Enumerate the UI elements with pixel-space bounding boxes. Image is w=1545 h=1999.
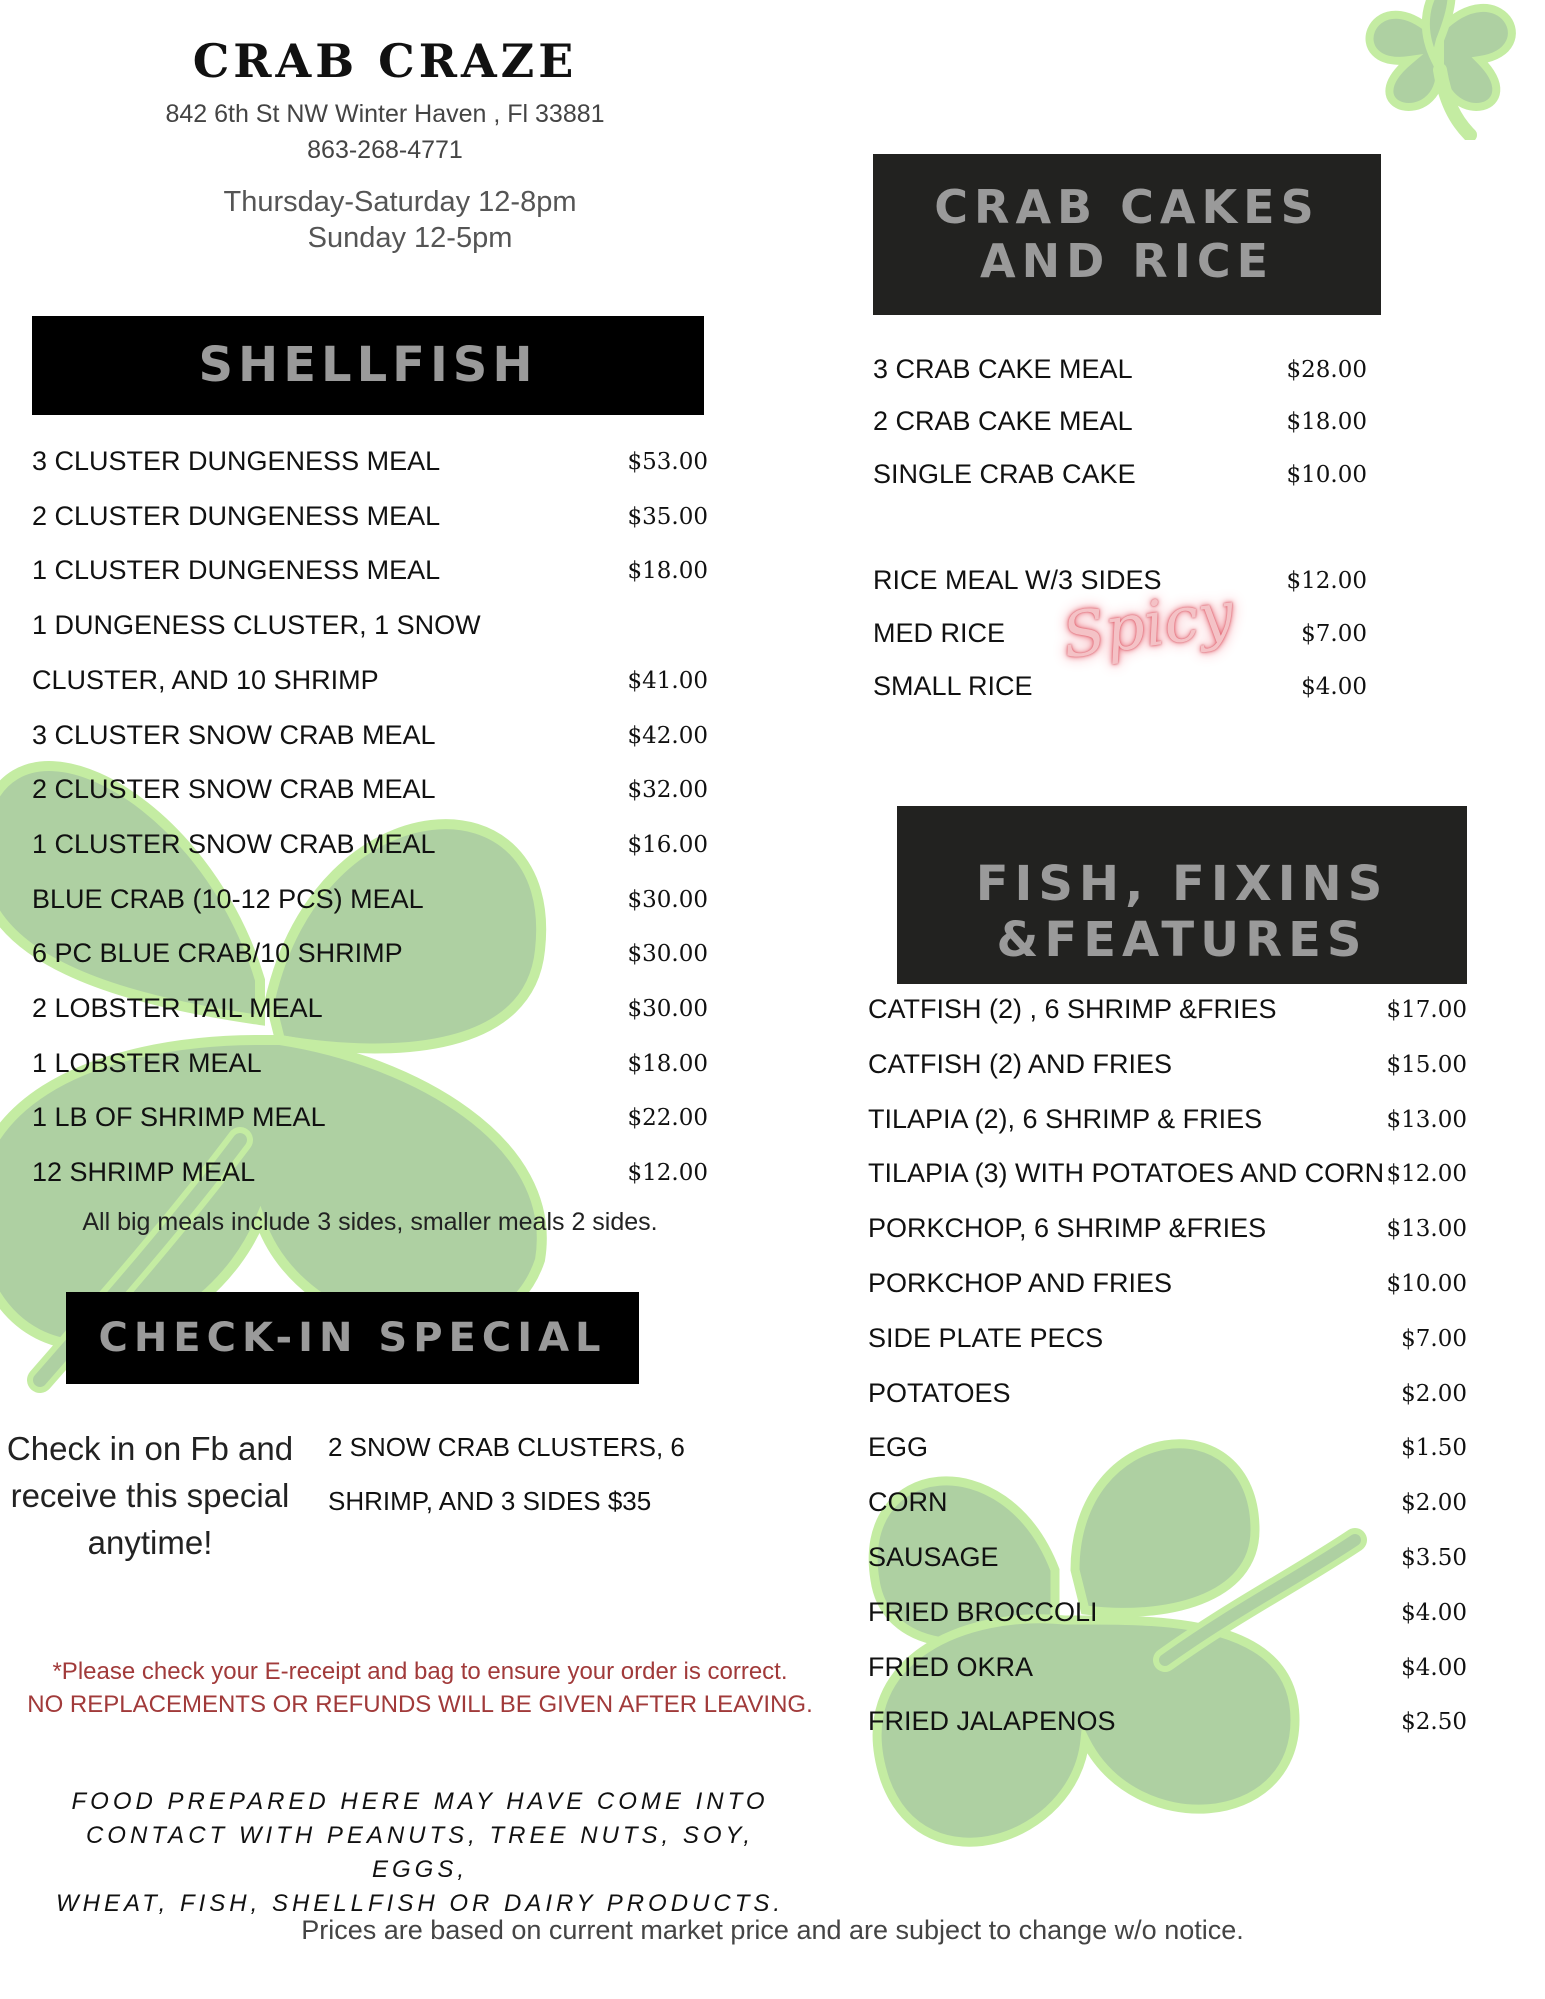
menu-item-name: 2 CRAB CAKE MEAL	[873, 406, 1133, 436]
menu-item-name: CLUSTER, AND 10 SHRIMP	[32, 664, 379, 695]
menu-item-name: TILAPIA (2), 6 SHRIMP & FRIES	[868, 1103, 1263, 1134]
menu-item-name: 3 CRAB CAKE MEAL	[873, 354, 1133, 384]
checkin-title: CHECK-IN SPECIAL	[98, 1315, 607, 1361]
menu-item-price: $53.00	[627, 449, 708, 475]
order-warning-line-2: NO REPLACEMENTS OR REFUNDS WILL BE GIVEN AFTER LEAVING.	[27, 1691, 813, 1718]
menu-item-price: $30.00	[627, 941, 708, 968]
crab-cakes-banner	[873, 154, 1381, 315]
checkin-offer-line-1: 2 SNOW CRAB CLUSTERS, 6	[328, 1432, 685, 1462]
checkin-description: Check in on Fb and receive this special anytime!	[6, 1430, 294, 1561]
hours-line-2: Sunday 12-5pm	[307, 222, 513, 254]
spicy-neon-label: Spicy	[1057, 576, 1238, 673]
menu-item-price: $16.00	[627, 831, 708, 858]
menu-item-price: $42.00	[627, 722, 708, 749]
fish-title-2: &FEATURES	[996, 912, 1368, 968]
menu-item-name: FRIED OKRA	[868, 1651, 1034, 1682]
menu-item-name: FRIED BROCCOLI	[868, 1596, 1098, 1627]
menu-item-price: $41.00	[627, 667, 708, 694]
menu-item-price: $30.00	[627, 886, 708, 913]
menu-item-name: 1 LB OF SHRIMP MEAL	[32, 1102, 326, 1133]
allergen-line-1: FOOD PREPARED HERE MAY HAVE COME INTO	[71, 1788, 769, 1815]
menu-item-name: 3 CLUSTER SNOW CRAB MEAL	[32, 719, 436, 750]
checkin-offer-line-2: SHRIMP, AND 3 SIDES $35	[328, 1486, 652, 1516]
menu-item-price: $13.00	[1386, 1216, 1467, 1243]
business-name: CRAB CRAZE	[192, 34, 578, 88]
menu-item-name: 2 CLUSTER DUNGENESS MEAL	[32, 500, 441, 531]
business-address	[100, 96, 670, 168]
menu-item-name: 12 SHRIMP MEAL	[32, 1157, 256, 1188]
menu-item-price: $30.00	[627, 996, 708, 1022]
menu-item-name: 1 CLUSTER DUNGENESS MEAL	[32, 555, 441, 586]
menu-item-price: $17.00	[1386, 997, 1467, 1023]
menu-item-name: FRIED JALAPENOS	[868, 1706, 1116, 1737]
shellfish-banner	[32, 316, 704, 415]
menu-item-name: BLUE CRAB (10-12 PCS) MEAL	[32, 883, 424, 914]
menu-item-name: SIDE PLATE PECS	[868, 1322, 1104, 1353]
menu-item-name: 3 CLUSTER DUNGENESS MEAL	[32, 446, 441, 476]
menu-item-name: PORKCHOP AND FRIES	[868, 1268, 1173, 1298]
checkin-offer	[328, 1420, 688, 1528]
menu-item-price: $18.00	[627, 558, 708, 585]
menu-item-price: $22.00	[627, 1105, 708, 1132]
menu-item-name: RICE MEAL W/3 SIDES	[873, 565, 1162, 595]
menu-item-price: $15.00	[1386, 1051, 1467, 1078]
shellfish-title: SHELLFISH	[198, 337, 538, 393]
fish-banner	[897, 806, 1467, 984]
menu-item-name: SMALL RICE	[873, 671, 1033, 701]
menu-item-price: $18.00	[627, 1050, 708, 1077]
phone-number: 863-268-4771	[307, 136, 463, 164]
menu-item-name: CORN	[868, 1487, 948, 1518]
crab-cakes-title-2: AND RICE	[979, 234, 1274, 288]
menu-item-price: $12.00	[627, 1160, 708, 1187]
menu-item-price: $28.00	[1286, 357, 1367, 383]
menu-item-name: POTATOES	[868, 1377, 1011, 1408]
menu-item-price: $4.00	[1401, 1599, 1467, 1626]
menu-item-name: 1 CLUSTER SNOW CRAB MEAL	[32, 828, 436, 859]
menu-item-name: CATFISH (2) AND FRIES	[868, 1048, 1173, 1079]
crab-cakes-title-1: CRAB CAKES	[934, 180, 1320, 234]
menu-item-price: $32.00	[627, 777, 708, 804]
menu-item-name: 1 DUNGENESS CLUSTER, 1 SNOW	[32, 610, 481, 641]
price-disclaimer: Prices are based on current market price and are subject to change w/o notice.	[301, 1915, 1244, 1945]
menu-item-price: $1.50	[1401, 1435, 1467, 1462]
business-hours	[170, 184, 630, 256]
menu-item-name: SINGLE CRAB CAKE	[873, 459, 1136, 489]
order-warning	[20, 1655, 820, 1721]
hours-line-1: Thursday-Saturday 12-8pm	[223, 186, 577, 218]
menu-item-name: 6 PC BLUE CRAB/10 SHRIMP	[32, 938, 403, 969]
menu-item-name: 2 LOBSTER TAIL MEAL	[32, 993, 323, 1023]
menu-item-price: $12.00	[1386, 1161, 1467, 1188]
address-text: 842 6th St NW Winter Haven , Fl 33881	[165, 100, 605, 128]
fish-title-1: FISH, FIXINS	[975, 856, 1389, 912]
menu-item-price: $2.00	[1401, 1490, 1467, 1517]
menu-item-name: SAUSAGE	[868, 1542, 999, 1572]
menu-item-name: EGG	[868, 1432, 929, 1463]
menu-item-price: $13.00	[1386, 1106, 1467, 1133]
order-warning-line-1: *Please check your E-receipt and bag to ensure your order is correct.	[52, 1658, 788, 1685]
menu-item-price: $4.00	[1401, 1654, 1467, 1681]
menu-item-name: MED RICE	[873, 618, 1006, 648]
menu-item-price: $10.00	[1286, 462, 1367, 488]
menu-item-price: $7.00	[1301, 621, 1367, 647]
checkin-banner	[66, 1292, 639, 1384]
menu-item-price: $4.00	[1301, 674, 1367, 700]
menu-item-name: 1 LOBSTER MEAL	[32, 1047, 262, 1078]
allergen-line-2: CONTACT WITH PEANUTS, TREE NUTS, SOY, EGGS,	[85, 1822, 755, 1883]
menu-item-price: $10.00	[1386, 1271, 1467, 1297]
menu-item-price: $12.00	[1286, 568, 1367, 594]
menu-item-price: $35.00	[627, 503, 708, 530]
menu-item-price: $3.50	[1401, 1545, 1467, 1571]
menu-item-price: $7.00	[1401, 1325, 1467, 1352]
allergen-notice	[40, 1785, 800, 1921]
menu-item-price: $18.00	[1286, 409, 1367, 435]
menu-item-name: TILAPIA (3) WITH POTATOES AND CORN	[868, 1158, 1385, 1189]
menu-item-name: CATFISH (2) , 6 SHRIMP &FRIES	[868, 994, 1277, 1024]
menu-item-price: $2.50	[1401, 1709, 1467, 1736]
menu-item-price: $2.00	[1401, 1380, 1467, 1407]
menu-item-name: 2 CLUSTER SNOW CRAB MEAL	[32, 774, 436, 805]
allergen-line-3: WHEAT, FISH, SHELLFISH OR DAIRY PRODUCTS.	[55, 1890, 785, 1917]
shellfish-note: All big meals include 3 sides, smaller meals 2 sides.	[82, 1208, 658, 1236]
clover-top-right-icon	[1330, 0, 1545, 140]
menu-item-name: PORKCHOP, 6 SHRIMP &FRIES	[868, 1213, 1267, 1244]
